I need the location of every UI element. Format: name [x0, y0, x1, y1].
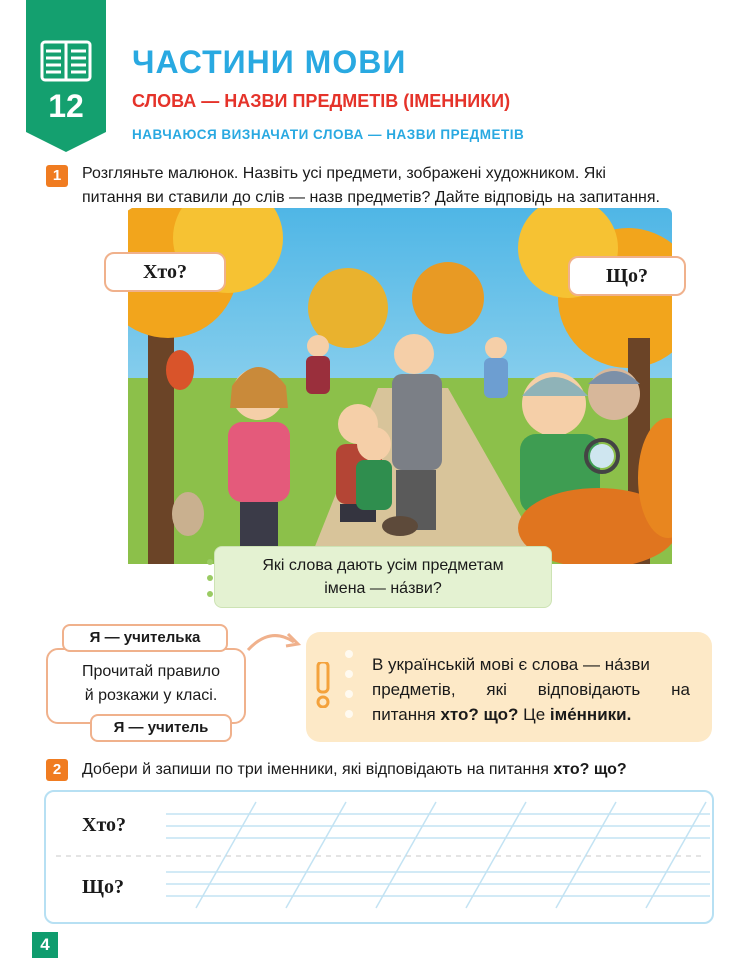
task-1-line-2: питання ви ставили до слів — назв предметів? Дайте відповідь на запитання.	[82, 189, 660, 206]
lesson-number: 12	[48, 88, 84, 124]
rule-line-3	[372, 702, 690, 727]
question-what-bubble: Що?	[568, 256, 686, 296]
task-2-number: 2	[46, 759, 68, 781]
rule-question-words: хто? що?	[440, 705, 519, 724]
role-line-2: й розкажи у класі.	[84, 687, 218, 704]
exclamation-icon	[314, 662, 332, 708]
rule-word: Це	[523, 705, 546, 724]
rule-line-2	[372, 677, 690, 702]
rule-term: іме́нники.	[549, 705, 632, 724]
writing-area[interactable]	[44, 790, 714, 924]
task-2-instruction: Добери й запиши по три іменники, які відповідають на питання	[82, 761, 549, 778]
rule-text	[372, 652, 690, 727]
rule-line-1: В українській мові є слова — на́зви	[372, 655, 650, 674]
task-2-text	[82, 758, 712, 782]
role-tag-female: Я — учителька	[62, 624, 228, 652]
rule-dots	[344, 648, 354, 728]
row-label-what: Що?	[82, 876, 124, 898]
task-2-questions: хто? що?	[553, 761, 627, 778]
page-number: 4	[32, 932, 58, 958]
rule-word: відповідають	[537, 680, 641, 699]
rule-word: питання	[372, 705, 436, 724]
page-title: ЧАСТИНИ МОВИ	[132, 44, 407, 80]
note-line-2: імена — на́зви?	[324, 580, 442, 597]
lesson-badge	[26, 0, 106, 152]
question-who-bubble: Хто?	[104, 252, 226, 292]
discussion-note	[214, 546, 552, 608]
note-holes	[206, 556, 214, 600]
task-1-number: 1	[46, 165, 68, 187]
task-1-line-1: Розгляньте малюнок. Назвіть усі предмети, зображені художником. Які	[82, 165, 606, 182]
rule-word: на	[671, 680, 690, 699]
arrow-icon	[244, 628, 302, 654]
row-label-who: Хто?	[82, 814, 127, 836]
role-tag-male: Я — учитель	[90, 714, 232, 742]
lesson-goal: НАВЧАЮСЯ ВИЗНАЧАТИ СЛОВА — НАЗВИ ПРЕДМЕТІВ	[132, 127, 525, 142]
role-line-1: Прочитай правило	[82, 663, 220, 680]
rule-word: які	[486, 680, 507, 699]
note-line-1: Які слова дають усім предметам	[262, 557, 504, 574]
role-instruction-text	[66, 660, 236, 708]
task-1-text	[82, 162, 712, 210]
lesson-subtitle: СЛОВА — НАЗВИ ПРЕДМЕТІВ (ІМЕННИКИ)	[132, 91, 511, 111]
bookmark-shape	[26, 0, 106, 152]
rule-word: предметів,	[372, 680, 456, 699]
